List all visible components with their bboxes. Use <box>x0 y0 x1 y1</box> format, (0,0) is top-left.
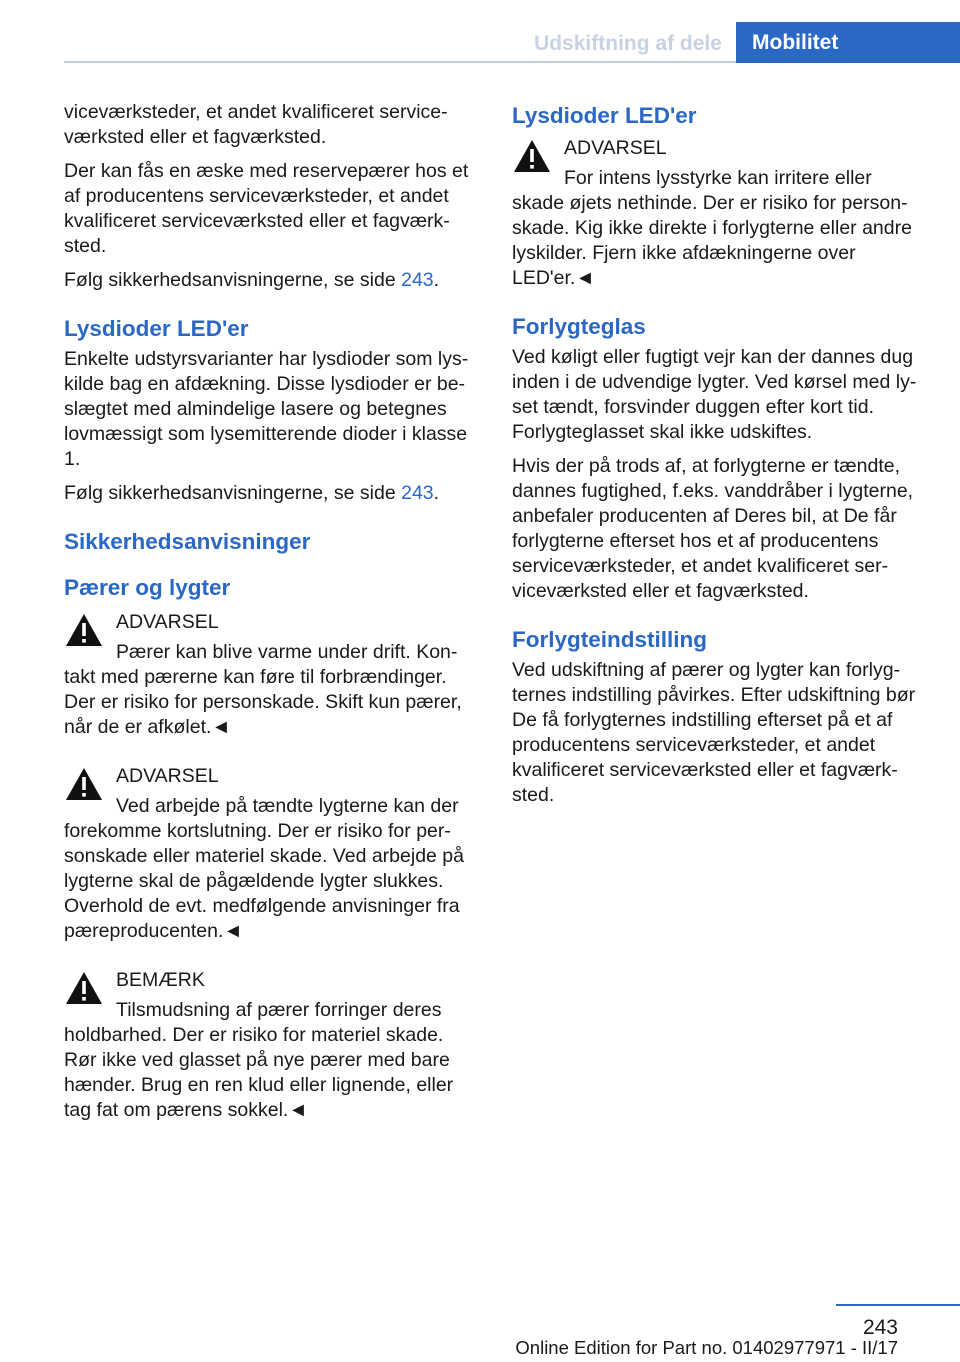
paragraph-text: . <box>433 269 440 291</box>
paragraph-text: Følg sikkerhedsanvisningerne, se side <box>64 269 402 291</box>
paragraph-text: . <box>433 482 440 504</box>
left-column <box>64 100 479 1123</box>
page-link[interactable]: 243 <box>401 482 434 504</box>
paragraph-text: Følg sikkerhedsanvisningerne, se side <box>64 482 402 504</box>
heading-led-right: Lysdioder LED'er <box>512 103 697 128</box>
warning-triangle-icon <box>64 970 104 1006</box>
paragraph: Enkelte udstyrsvarianter har lysdioder som lys-kilde bag en afdækning. Disse lysdioder er be-slægtet med almindelige lasere og betegnes lovmæssigt som lysemitterende dioder i klasse 1. <box>64 348 469 470</box>
heading-headlight-glass: Forlygteglas <box>512 314 646 339</box>
warning-heading: ADVARSEL <box>564 137 667 159</box>
header-chapter-tab[interactable]: Mobilitet <box>736 22 960 63</box>
paragraph: viceværksteder, et andet kvalificeret service-værksted eller et fagværksted. <box>64 101 448 148</box>
warning-triangle-icon <box>64 766 104 802</box>
notice-text: Tilsmudsning af pærer forringer deres holdbarhed. Der er risiko for materiel skade. Rør ikke ved glasset på nye pærer med bare hænder. Brug en ren klud eller lignende, eller tag fat om pærens sokkel.◄ <box>64 999 454 1121</box>
heading-led: Lysdioder LED'er <box>64 316 249 341</box>
heading-bulbs: Pærer og lygter <box>64 575 231 600</box>
paragraph: Ved udskiftning af pærer og lygter kan forlyg-ternes indstilling påvirkes. Efter udskiftning bør De få forlygternes indstilling efterset på et af producentens serviceværksteder, et andet kvalificeret serviceværksted eller et fagværk-sted. <box>512 659 916 806</box>
paragraph: Der kan fås en æske med reservepærer hos et af producentens serviceværksteder, et andet kvalificeret serviceværksted eller et fagværk-sted. <box>64 160 469 257</box>
page-link[interactable]: 243 <box>401 269 434 291</box>
right-column <box>512 100 928 817</box>
warning-heading: ADVARSEL <box>116 765 219 787</box>
warning-text: Pærer kan blive varme under drift. Kon-takt med pærerne kan føre til forbrændinger. Der er risiko for personskade. Skift kun pærer, når de er afkølet.◄ <box>64 641 462 738</box>
paragraph: Hvis der på trods af, at forlygterne er tændte, dannes fugtighed, f.eks. vanddråber i lygterne, anbefaler producenten af Deres bil, at De får forlygterne efterset hos et af producentens serviceværksteder, et andet kvalificeret ser-viceværksted eller et fagværksted. <box>512 455 914 602</box>
warning-heading: ADVARSEL <box>116 611 219 633</box>
warning-block <box>64 762 479 944</box>
heading-headlight-adjustment: Forlygteindstilling <box>512 627 707 652</box>
warning-triangle-icon <box>512 138 552 174</box>
warning-block <box>512 134 928 291</box>
heading-safety: Sikkerhedsanvisninger <box>64 529 311 554</box>
page-number: 243 <box>862 1316 898 1339</box>
paragraph: Ved køligt eller fugtigt vejr kan der dannes dug inden i de udvendige lygter. Ved kørsel med ly-set tændt, forsvinder duggen efter kort tid. Forlygteglasset skal ikke udskiftes. <box>512 346 917 443</box>
page-number-rule <box>836 1304 960 1306</box>
warning-text: Ved arbejde på tændte lygterne kan der forekomme kortslutning. Der er risiko for per-sonskade eller materiel skade. Ved arbejde på lygterne skal de pågældende lygter slukkes. Overhold de evt. medfølgende anvisninger fra pæreproducenten.◄ <box>64 795 464 942</box>
notice-block <box>64 966 479 1123</box>
notice-heading: BEMÆRK <box>116 969 205 991</box>
warning-text: For intens lysstyrke kan irritere eller skade øjets nethinde. Der er risiko for person-skade. Kig ikke direkte i forlygterne eller andre lyskilder. Fjern ikke afdækningerne over LED'er.◄ <box>512 167 912 289</box>
paragraph-with-link <box>64 268 479 293</box>
edition-footer: Online Edition for Part no. 01402977971 - II/17 <box>515 1337 898 1358</box>
warning-block <box>64 608 479 740</box>
warning-triangle-icon <box>64 612 104 648</box>
header-section-tab[interactable]: Udskiftning af dele <box>534 32 722 55</box>
paragraph-with-link <box>64 481 479 506</box>
